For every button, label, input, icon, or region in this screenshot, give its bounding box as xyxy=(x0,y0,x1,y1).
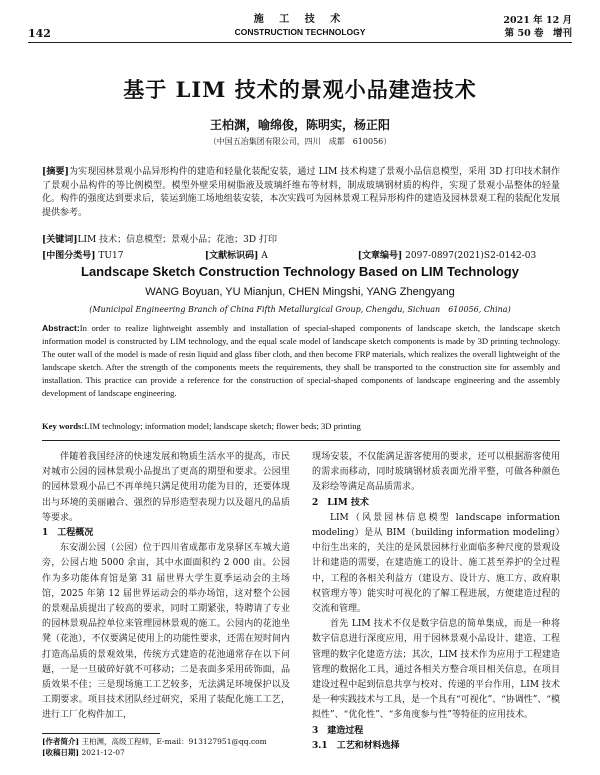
paper-title-cn: 基于 LIM 技术的景观小品建造技术 xyxy=(123,77,477,102)
abstract-cn-text: 为实现园林景观小品异形构件的建造和轻量化装配安装，通过 LIM 技术构建了景观小品信息模型，采用 3D 打印技术制作了景观小品构件的等比例模型。模型外壁采用树脂液及玻璃纤维布等材料，制成玻璃钢材质的构件，实现了景观小品整体的轻量化。构件的强度达到要求后，装运到施工场地组装安装，本次实践可为园林景观工程异形构件的建造及园林景观工程的装配化发展提供参考。 xyxy=(42,167,560,218)
issue-info xyxy=(503,14,572,40)
footnote xyxy=(42,736,267,758)
abstract-en-text: In order to realize lightweight assembly and installation of special-shaped components of landscape sketch, the landscape sketch information model is constructed by LIM technology, and the equal scale model of landscape sketch components is made by 3D printing technology. The outer wall of the model is made of resin liquid and glass fiber cloth, and then become FRP materials, which realizes the overall lightweight of the landscape sketch. After the strength of the components meets the requirements, they shall be transported to the construction site for assembly and installation. This practice can provide a reference for the construction of special-shaped components of landscape engineering and the assembly development of landscape engineering. xyxy=(42,323,560,399)
received-date: 2021-12-07 xyxy=(81,748,125,757)
abstract-en-label: Abstract: xyxy=(42,323,80,333)
cls-value: TU17 xyxy=(98,251,124,261)
article-no-label: [文章编号] xyxy=(357,251,403,261)
body-paragraph: 东安湖公园（公园）位于四川省成都市龙泉驿区车城大道旁，公园占地 5000 余亩，其中水面面积约 2 000 亩。公园作为多功能体育馆是第 31 届世界大学生夏季运动会的主场馆，2025 年第 12 届世界运动会的举办场馆，这对整个公园的景观品质提出了较高的要求，同时工期紧张，特聘请了专业的园林景观品控单位来管理园林景观的施工。公园内的花池坐凳（花池），不仅要满足使用上的功能性要求，还需在短时间内打造高品质的景观效果，传统方式建造的花池通常存在以下问题，一是一旦破碎好就不可移动；二是表面多采用砖饰面，品质效果不佳；三是现场施工工艺较多，无法满足环境保护以及工期要求。项目技术团队经过研究，采用了装配化施工工艺，进行工厂化构件加工， xyxy=(42,543,290,721)
keywords-cn xyxy=(42,232,560,245)
abstract-en xyxy=(42,322,560,401)
received-label: [收稿日期] xyxy=(42,748,80,757)
doc-code-value: A xyxy=(261,251,268,261)
abstract-cn-label: [摘要] xyxy=(42,167,69,177)
body-paragraph: 首先 LIM 技术不仅是数字信息的简单集成，而是一种将数字信息进行深度应用，用于园林景观小品设计、建造、工程管理的数字化建造方法；其次，LIM 技术作为应用于工程建造管理的数据化工具，通过各相关方整合项目相关信息，在项目建设过程中起到信息共享与校对、传递的平台作用，LIM 技术是一种实践技术与工具，是一个具有“可视化”、“协调性”、“模拟性”、“优化性”、“多角度参与性”等特征的应用技术。 xyxy=(312,619,561,721)
section-heading: 2 LIM 技术 xyxy=(312,497,369,508)
subsection-heading: 3.1 工艺和材料选择 xyxy=(312,740,400,751)
header-rule xyxy=(28,42,572,43)
paper-title-en: Landscape Sketch Construction Technology Based on LIM Technology xyxy=(81,264,519,279)
journal-name-cn: 施 工 技 术 xyxy=(253,14,347,25)
body-column-left xyxy=(42,450,290,724)
cls-label: [中图分类号] xyxy=(42,251,96,261)
keywords-en-label: Key words: xyxy=(42,421,85,431)
keywords-en xyxy=(42,421,560,431)
footnote-rule xyxy=(42,733,160,734)
section-heading: 1 工程概况 xyxy=(42,528,94,539)
body-paragraph: LIM（风景园林信息模型 landscape information modeling）是从 BIM（building information modeling）中衍生出来的，关注的是风景园林行业面临多种尺度的景观设计和建造的需要，在建造施工的设计、施工甚至养护的全过程中，工程的各相关利益方（建设方、设计方、施工方、政府职权管理方等）能实时可视化的了解工程进展，方便建造过程的交流和管理。 xyxy=(312,512,560,615)
affiliation-cn: （中国五冶集团有限公司，四川 成都 610056） xyxy=(208,137,392,146)
classification-row xyxy=(42,248,560,261)
issue-date: 2021 年 12 月 xyxy=(503,15,572,26)
journal-name-en: CONSTRUCTION TECHNOLOGY xyxy=(234,27,366,37)
authors-en: WANG Boyuan, YU Mianjun, CHEN Mingshi, YANG Zhengyang xyxy=(145,286,455,298)
page-number: 142 xyxy=(28,27,51,40)
abstract-cn xyxy=(42,166,560,220)
author-info-label: [作者简介] xyxy=(42,737,80,746)
body-paragraph: 伴随着我国经济的快速发展和物质生活水平的提高，市民对城市公园的园林景观小品提出了更高的期望和要求。公园里的园林景观小品已不再单纯只满足使用功能为目的，还要体现出与环境的美丽融合、强烈的异形造型表现力以及超凡的品质等要求。 xyxy=(42,452,290,523)
keywords-en-text: LIM technology; information model; landscape sketch; flower beds; 3D printing xyxy=(84,421,361,431)
section-heading: 3 建造过程 xyxy=(312,725,364,736)
body-column-right xyxy=(312,450,560,754)
keywords-cn-label: [关键词] xyxy=(42,235,78,245)
abstract-rule xyxy=(42,440,560,441)
author-info: 王柏渊，高级工程师，E-mail：913127951@qq.com xyxy=(81,737,267,746)
issue-volume: 第 50 卷 增刊 xyxy=(504,28,572,39)
body-paragraph: 现场安装，不仅能满足游客使用的要求，还可以根据游客使用的需求而移动，同时玻璃钢材质表面光滑平整，可做各种颜色及彩绘等满足高品质需求。 xyxy=(312,452,560,493)
authors-cn: 王柏渊，喻绵俊，陈明实，杨正阳 xyxy=(209,118,390,132)
article-no-value: 2097-0897(2021)S2-0142-03 xyxy=(405,251,537,261)
keywords-cn-text: LIM 技术；信息模型；景观小品；花池；3D 打印 xyxy=(77,235,277,245)
doc-code-label: [文献标识码] xyxy=(204,251,259,261)
affiliation-en: (Municipal Engineering Branch of China Fifth Metallurgical Group, Chengdu, Sichuan 610056, China) xyxy=(89,305,511,314)
